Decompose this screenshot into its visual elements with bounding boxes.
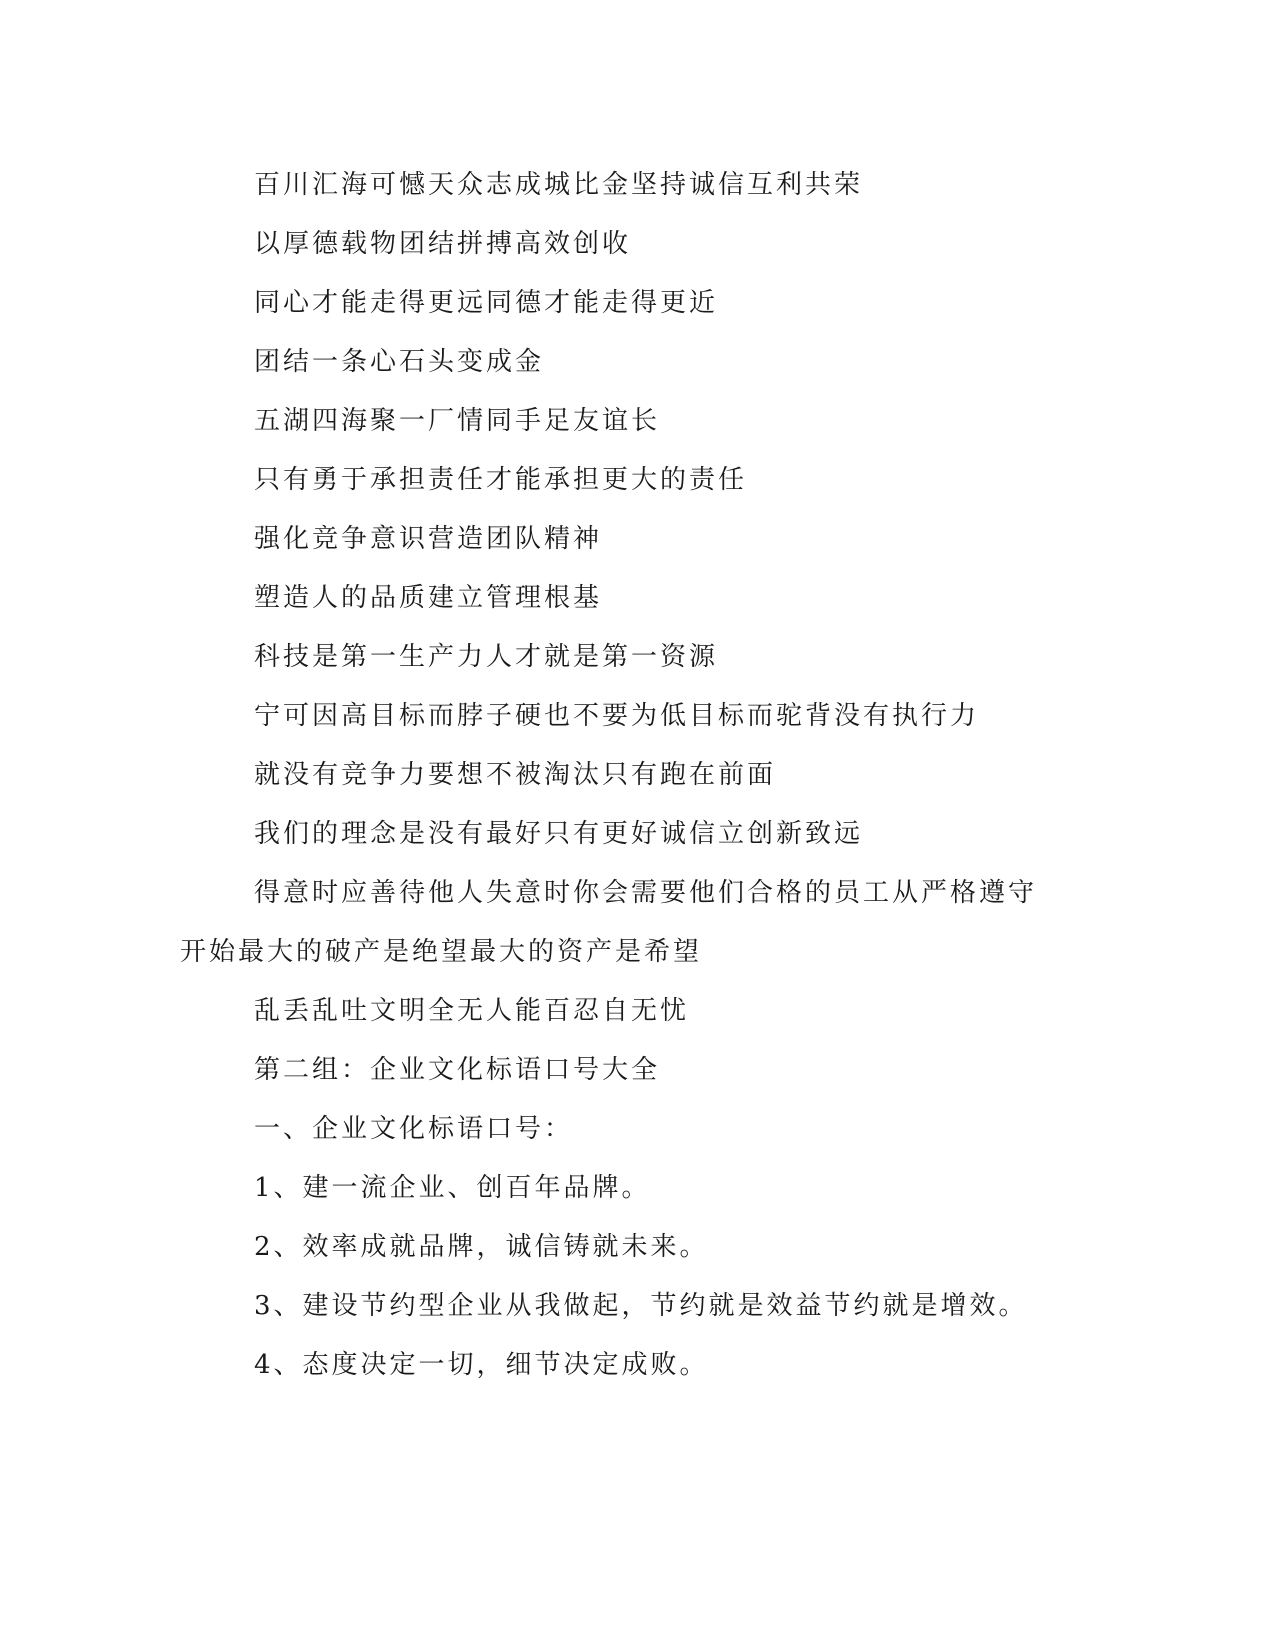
section-heading: 第二组：企业文化标语口号大全: [254, 1055, 661, 1085]
slogan-paragraph: 五湖四海聚一厂情同手足友谊长: [254, 406, 661, 436]
slogan-paragraph: 塑造人的品质建立管理根基: [254, 583, 603, 613]
slogan-paragraph: 以厚德载物团结拼搏高效创收: [254, 229, 632, 259]
numbered-item: 3、建设节约型企业从我做起，节约就是效益节约就是增效。: [254, 1291, 1028, 1321]
slogan-paragraph: 只有勇于承担责任才能承担更大的责任: [254, 465, 748, 495]
slogan-paragraph: 我们的理念是没有最好只有更好诚信立创新致远: [254, 819, 864, 849]
slogan-paragraph: 同心才能走得更远同德才能走得更近: [254, 288, 719, 318]
slogan-paragraph: 团结一条心石头变成金: [254, 347, 545, 377]
document-body: [180, 156, 1040, 1395]
slogan-paragraph-wrapped: 得意时应善待他人失意时你会需要他们合格的员工从严格遵守开始最大的破产是绝望最大的资产是希望: [180, 878, 1038, 967]
slogan-paragraph: 科技是第一生产力人才就是第一资源: [254, 642, 719, 672]
numbered-item: 4、态度决定一切，细节决定成败。: [254, 1350, 709, 1380]
slogan-paragraph: 百川汇海可憾天众志成城比金坚持诚信互利共荣: [254, 170, 864, 200]
subsection-heading: 一、企业文化标语口号：: [254, 1114, 574, 1144]
numbered-item: 2、效率成就品牌，诚信铸就未来。: [254, 1232, 709, 1262]
slogan-paragraph: 宁可因高目标而脖子硬也不要为低目标而驼背没有执行力: [254, 701, 980, 731]
slogan-paragraph: 乱丢乱吐文明全无人能百忍自无忧: [254, 996, 690, 1026]
slogan-paragraph: 就没有竞争力要想不被淘汰只有跑在前面: [254, 760, 777, 790]
numbered-item: 1、建一流企业、创百年品牌。: [254, 1173, 651, 1203]
slogan-paragraph: 强化竞争意识营造团队精神: [254, 524, 603, 554]
